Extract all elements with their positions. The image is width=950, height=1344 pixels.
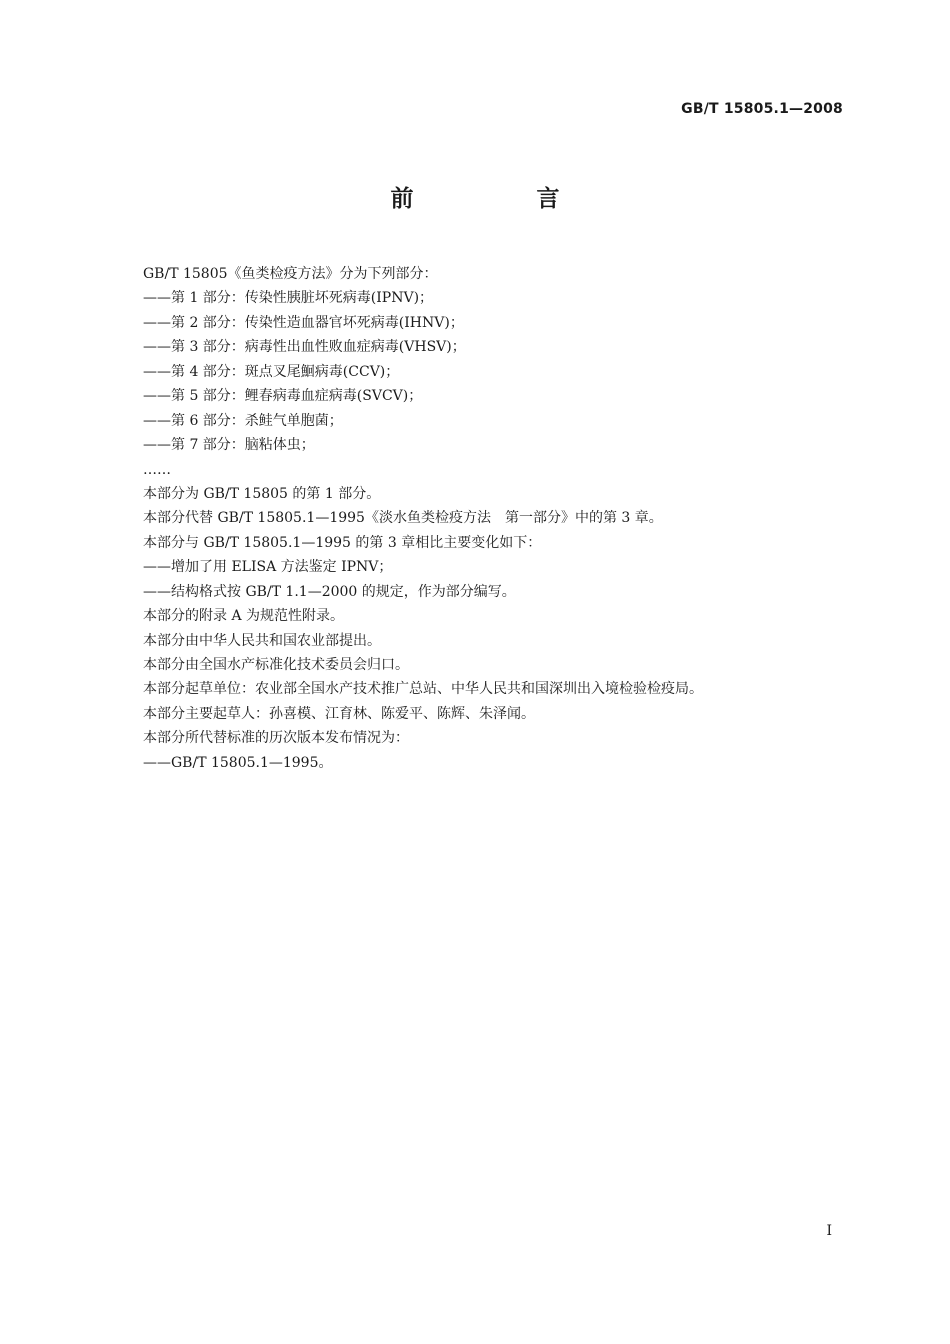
foreword-body (143, 262, 823, 775)
text-line: 本部分的附录 A 为规范性附录。 (143, 608, 345, 625)
text-line: 本部分由中华人民共和国农业部提出。 (143, 632, 381, 649)
text-line: ——第 1 部分：传染性胰脏坏死病毒(IPNV)； (143, 290, 434, 307)
page-title: 前 言 (390, 186, 610, 212)
text-line: 本部分起草单位：农业部全国水产技术推广总站、中华人民共和国深圳出入境检验检疫局。 (143, 681, 703, 698)
text-line: 本部分为 GB/T 15805 的第 1 部分。 (143, 485, 381, 502)
text-line: 本部分主要起草人：孙喜模、江育林、陈爱平、陈辉、朱泽闻。 (143, 705, 535, 722)
text-line: ——第 4 部分：斑点叉尾鮰病毒(CCV)； (143, 363, 400, 380)
text-line: ——第 5 部分：鲤春病毒血症病毒(SVCV)； (143, 388, 423, 405)
standard-code: GB/T 15805.1—2008 (681, 101, 843, 117)
text-line: …… (143, 461, 171, 478)
text-line: 本部分所代替标准的历次版本发布情况为： (143, 730, 409, 747)
text-line: 本部分由全国水产标准化技术委员会归口。 (143, 657, 409, 673)
text-line: ——结构格式按 GB/T 1.1—2000 的规定，作为部分编写。 (143, 583, 516, 600)
text-line: 本部分代替 GB/T 15805.1—1995《淡水鱼类检疫方法 第一部分》中的第 3 章。 (143, 510, 663, 527)
text-line: ——第 6 部分：杀鲑气单胞菌； (143, 412, 343, 429)
text-line: ——GB/T 15805.1—1995。 (143, 754, 333, 771)
text-line: ——第 7 部分：脑粘体虫； (143, 437, 315, 454)
text-line: ——第 3 部分：病毒性出血性败血症病毒(VHSV)； (143, 339, 466, 356)
text-line: 本部分与 GB/T 15805.1—1995 的第 3 章相比主要变化如下： (143, 534, 542, 551)
text-line: GB/T 15805《鱼类检疫方法》分为下列部分： (143, 266, 438, 282)
page-number: I (826, 1223, 832, 1239)
text-line: ——增加了用 ELISA 方法鉴定 IPNV； (143, 559, 393, 576)
text-line: ——第 2 部分：传染性造血器官坏死病毒(IHNV)； (143, 314, 464, 331)
